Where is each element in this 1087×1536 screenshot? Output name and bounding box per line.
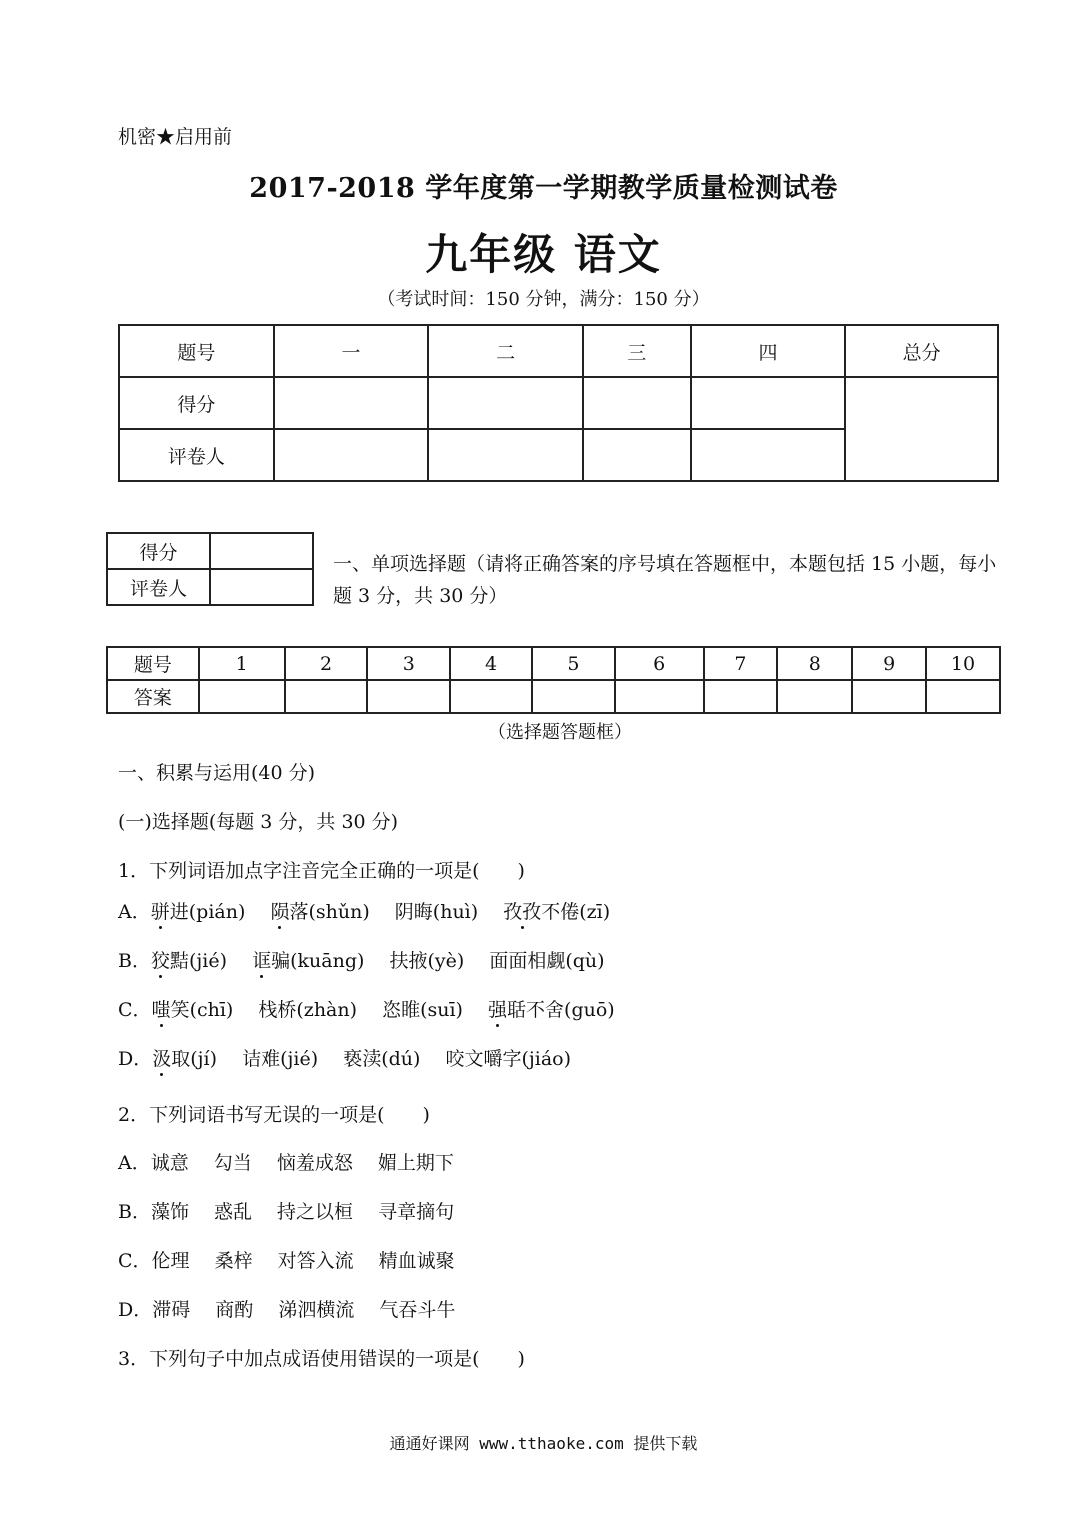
question-1-option-a — [118, 897, 610, 924]
score-header-part-2: 二 — [428, 325, 583, 377]
answer-grid-number-label: 题号 — [107, 647, 199, 680]
question-2-option-d — [118, 1295, 455, 1322]
grader-cell[interactable] — [428, 429, 583, 481]
option-word: 陨落(shǔn) — [270, 901, 370, 923]
answer-cell[interactable] — [450, 680, 532, 713]
question-2-option-c — [118, 1246, 455, 1273]
page-footer: 通通好课网 www.tthaoke.com 提供下载 — [389, 1434, 698, 1453]
question-number: 10 — [926, 647, 1000, 680]
grader-row-label: 评卷人 — [119, 429, 274, 481]
option-word: 咬文嚼字(jiáo) — [445, 1048, 572, 1070]
answer-grid-caption: （选择题答题框） — [488, 722, 632, 743]
option-word: 阴晦(huì) — [394, 901, 479, 923]
exam-info: （考试时间：150 分钟，满分：150 分） — [377, 289, 710, 310]
option-word: 恣睢(suī) — [382, 999, 463, 1021]
emphasized-character: 诓 — [252, 950, 272, 972]
part-one-title: 一、积累与运用(40 分) — [118, 762, 316, 784]
score-header-part-1: 一 — [274, 325, 429, 377]
answer-grid — [106, 646, 1001, 714]
part-one-subtitle: (一)选择题(每题 3 分，共 30 分) — [118, 811, 399, 833]
confidential-label: 机密★启用前 — [118, 126, 233, 148]
question-number: 3 — [367, 647, 450, 680]
answer-cell[interactable] — [926, 680, 1000, 713]
option-letter: A． — [118, 1152, 151, 1174]
option-text: 藻饰 惑乱 持之以桓 寻章摘句 — [150, 1201, 455, 1223]
grader-box-grader-cell[interactable] — [210, 569, 313, 605]
question-number: 6 — [615, 647, 704, 680]
score-table-header-row — [119, 325, 998, 377]
option-word: 诘难(jié) — [242, 1048, 319, 1070]
option-letter: A． — [118, 901, 151, 923]
score-cell[interactable] — [583, 377, 691, 429]
score-row-label: 得分 — [119, 377, 274, 429]
option-word: 骈进(pián) — [150, 901, 246, 923]
option-text: 诚意 勾当 恼羞成怒 媚上期下 — [150, 1152, 454, 1174]
option-word: 汲取(jí) — [152, 1048, 218, 1070]
grader-box-score-label: 得分 — [107, 533, 210, 569]
score-cell[interactable] — [691, 377, 846, 429]
answer-cell[interactable] — [704, 680, 778, 713]
score-header-total: 总分 — [845, 325, 998, 377]
option-letter: D． — [118, 1048, 153, 1070]
emphasized-character: 狡 — [150, 950, 170, 972]
answer-cell[interactable] — [777, 680, 852, 713]
option-letter: B． — [118, 950, 151, 972]
question-1-option-b — [118, 946, 605, 973]
question-1-option-c — [118, 995, 615, 1022]
option-word: 狡黠(jié) — [150, 950, 228, 972]
grader-box-score-cell[interactable] — [210, 533, 313, 569]
option-text: 滞碍 商酌 涕泗横流 气吞斗牛 — [152, 1299, 456, 1321]
option-word: 孜孜不倦(zī) — [503, 901, 611, 923]
question-number: 1 — [199, 647, 285, 680]
answer-grid-answer-row — [107, 680, 1000, 713]
exam-title: 2017-2018 学年度第一学期教学质量检测试卷 — [249, 173, 838, 204]
answer-cell[interactable] — [285, 680, 368, 713]
emphasized-character: 汲 — [152, 1048, 172, 1070]
option-letter: B． — [118, 1201, 151, 1223]
question-2-option-b — [118, 1197, 454, 1224]
answer-cell[interactable] — [852, 680, 926, 713]
question-1-stem: 1．下列词语加点字注音完全正确的一项是( ) — [118, 860, 525, 882]
question-number: 8 — [777, 647, 852, 680]
option-letter: C． — [118, 1250, 152, 1272]
grader-box-grader-label: 评卷人 — [107, 569, 210, 605]
emphasized-character: 陨 — [270, 901, 290, 923]
emphasized-character: 孜孜 — [503, 901, 542, 923]
score-table — [118, 324, 999, 482]
emphasized-character: 嗤 — [151, 999, 171, 1021]
option-word: 栈桥(zhàn) — [258, 999, 358, 1021]
grader-cell[interactable] — [583, 429, 691, 481]
score-cell[interactable] — [274, 377, 429, 429]
option-letter: C． — [118, 999, 152, 1021]
answer-cell[interactable] — [615, 680, 704, 713]
answer-cell[interactable] — [532, 680, 615, 713]
answer-grid-answer-label: 答案 — [107, 680, 199, 713]
option-word: 面面相觑(qù) — [489, 950, 605, 972]
answer-cell[interactable] — [199, 680, 285, 713]
question-1-option-d — [118, 1044, 571, 1071]
question-3-stem: 3．下列句子中加点成语使用错误的一项是( ) — [118, 1348, 525, 1370]
grader-cell[interactable] — [691, 429, 846, 481]
answer-grid-number-row — [107, 647, 1000, 680]
grader-cell[interactable] — [274, 429, 429, 481]
score-table-score-row — [119, 377, 998, 429]
option-text: 伦理 桑梓 对答入流 精血诚聚 — [151, 1250, 455, 1272]
option-word: 嗤笑(chī) — [151, 999, 234, 1021]
section-grader-box — [106, 532, 314, 606]
emphasized-character: 强 — [488, 999, 508, 1021]
question-number: 9 — [852, 647, 926, 680]
option-word: 扶掖(yè) — [389, 950, 465, 972]
option-word: 诓骗(kuāng) — [252, 950, 365, 972]
question-2-option-a — [118, 1148, 454, 1175]
emphasized-character: 骈 — [150, 901, 170, 923]
score-header-part-3: 三 — [583, 325, 691, 377]
total-score-cell[interactable] — [845, 377, 998, 481]
exam-subject: 九年级 语文 — [425, 230, 662, 279]
option-letter: D． — [118, 1299, 153, 1321]
score-header-part-4: 四 — [691, 325, 846, 377]
question-2-stem: 2．下列词语书写无误的一项是( ) — [118, 1104, 430, 1126]
question-number: 4 — [450, 647, 532, 680]
option-word: 强聒不舍(guō) — [488, 999, 615, 1021]
section-one-heading: 一、单项选择题（请将正确答案的序号填在答题框中，本题包括 15 小题，每小题 3 分，共 30 分） — [333, 553, 997, 607]
question-number: 5 — [532, 647, 615, 680]
option-word: 亵渎(dú) — [343, 1048, 421, 1070]
score-cell[interactable] — [428, 377, 583, 429]
score-header-number: 题号 — [119, 325, 274, 377]
question-number: 7 — [704, 647, 778, 680]
question-number: 2 — [285, 647, 368, 680]
answer-cell[interactable] — [367, 680, 450, 713]
